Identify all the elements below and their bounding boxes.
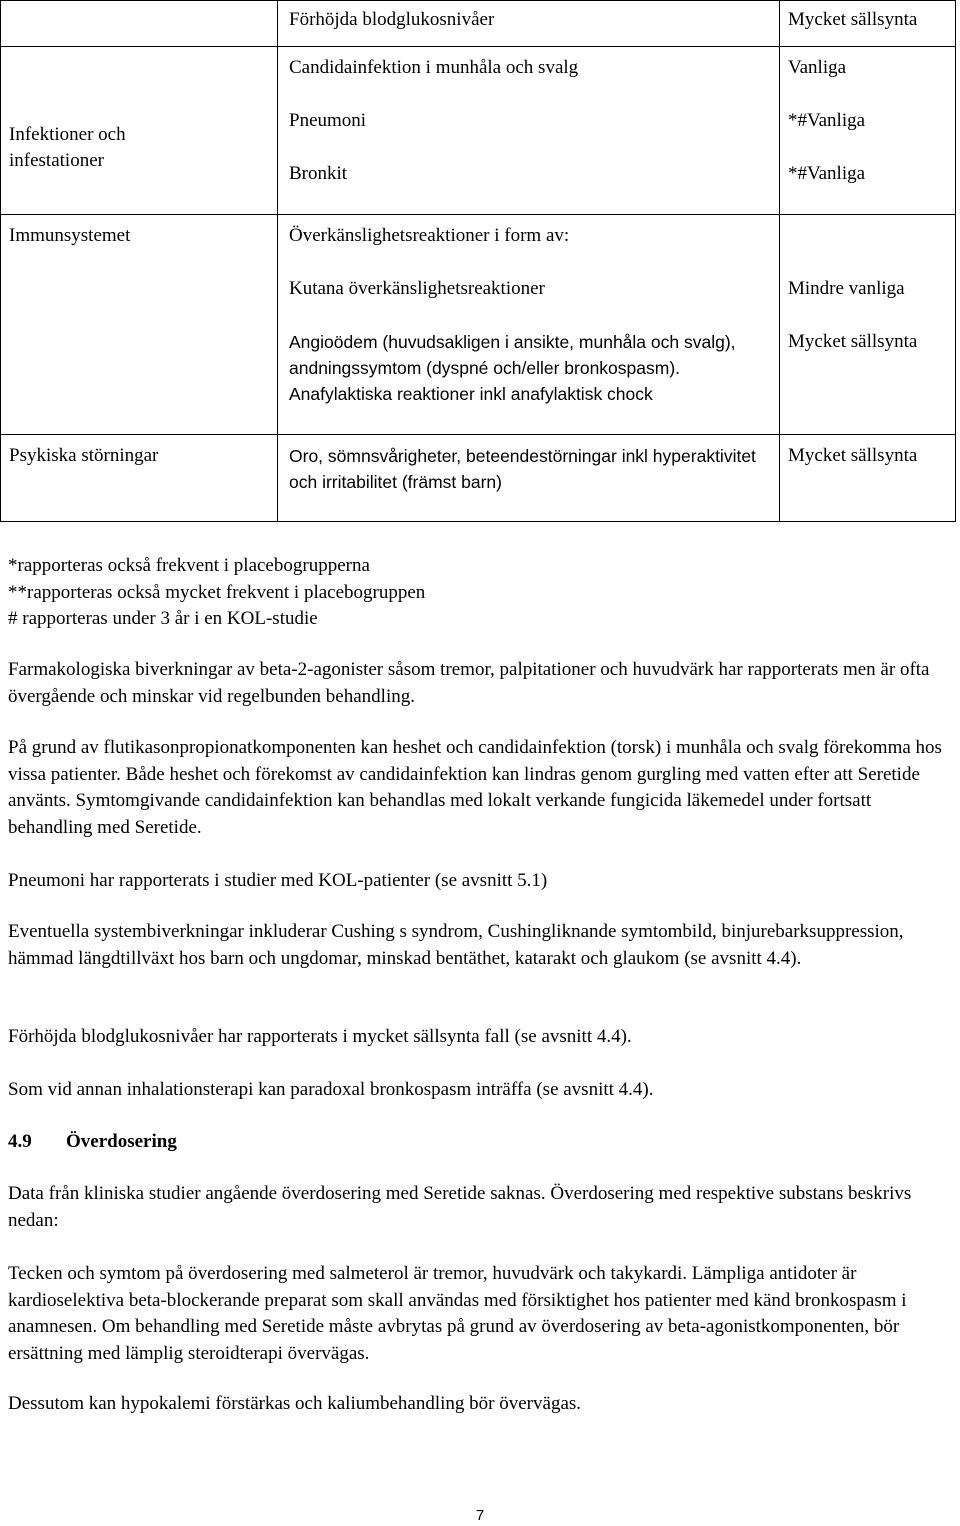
paragraph: Förhöjda blodglukosnivåer har rapporterats i mycket sällsynta fall (se avsnitt 4.4). xyxy=(8,1026,632,1047)
term-text: Bronkit xyxy=(289,163,348,184)
table-cell-category xyxy=(1,47,278,215)
frequency-text: Mindre vanliga xyxy=(788,278,905,299)
table-cell-category xyxy=(1,435,278,522)
footnote: **rapporteras också mycket frekvent i placebogruppen xyxy=(8,581,426,603)
section-title: Överdosering xyxy=(66,1131,177,1152)
term-text: Angioödem (huvudsakligen i ansikte, munhåla och svalg), andningssymtom (dyspné och/eller bronkospasm). Anafylaktiska reaktioner inkl anafylaktisk chock xyxy=(289,332,736,404)
paragraph: På grund av flutikasonpropionatkomponenten kan heshet och candidainfektion (torsk) i munhåla och svalg förekomma hos vissa patienter. Både heshet och förekomst av candidainfektion kan lindras genom gurgling med vatten efter att Seretide använts. Symtomgivande candidainfektion kan behandlas med lokalt verkande fungicida läkemedel under fortsatt behandling med Seretide. xyxy=(8,737,942,838)
paragraph: Farmakologiska biverkningar av beta-2-agonister såsom tremor, palpitationer och huvudvärk har rapporterats men är ofta övergående och minskar vid regelbunden behandling. xyxy=(8,659,930,707)
table-cell-frequency xyxy=(780,47,956,215)
table-cell-term xyxy=(278,435,780,522)
footnotes xyxy=(8,553,425,633)
section-heading xyxy=(8,1128,177,1155)
table-cell-term xyxy=(278,47,780,215)
frequency-text: *#Vanliga xyxy=(788,163,866,184)
adverse-reactions-table xyxy=(0,0,956,522)
footnote: # rapporteras under 3 år i en KOL-studie xyxy=(8,608,318,629)
term-text: Oro, sömnsvårigheter, beteendestörningar inkl hyperaktivitet och irritabilitet (främst barn) xyxy=(289,446,756,492)
table-row xyxy=(1,435,956,522)
frequency-text: Vanliga xyxy=(788,57,847,78)
term-text: Pneumoni xyxy=(289,110,367,131)
category-text: Immunsystemet xyxy=(9,225,131,246)
table-cell-category xyxy=(1,1,278,47)
frequency-text: Mycket sällsynta xyxy=(788,445,918,466)
page-number: 7 xyxy=(475,1507,485,1524)
table-cell-category xyxy=(1,215,278,435)
table-cell-frequency xyxy=(780,215,956,435)
paragraph: Som vid annan inhalationsterapi kan paradoxal bronkospasm inträffa (se avsnitt 4.4). xyxy=(8,1079,654,1100)
table-cell-frequency xyxy=(780,1,956,47)
section-number: 4.9 xyxy=(8,1131,32,1152)
term-text: Kutana överkänslighetsreaktioner xyxy=(289,278,545,299)
table-cell-frequency xyxy=(780,435,956,522)
category-text: Infektioner och infestationer xyxy=(9,124,126,171)
paragraph: Eventuella systembiverkningar inkluderar Cushing s syndrom, Cushingliknande symtombild, binjurebarksuppression, hämmad längdtillväxt hos barn och ungdomar, minskad bentäthet, katarakt och glaukom (se avsnitt 4.4). xyxy=(8,921,904,969)
table-row xyxy=(1,215,956,435)
term-text: Candidainfektion i munhåla och svalg xyxy=(289,57,579,78)
table-cell-term xyxy=(278,215,780,435)
footnote: *rapporteras också frekvent i placebogrupperna xyxy=(8,555,370,576)
frequency-text: *#Vanliga xyxy=(788,110,866,131)
table-row xyxy=(1,47,956,215)
term-text: Överkänslighetsreaktioner i form av: xyxy=(289,225,570,246)
paragraph: Pneumoni har rapporterats i studier med KOL-patienter (se avsnitt 5.1) xyxy=(8,870,548,891)
frequency-text: Mycket sällsynta xyxy=(788,9,918,30)
category-text: Psykiska störningar xyxy=(9,445,159,466)
paragraph: Data från kliniska studier angående överdosering med Seretide saknas. Överdosering med respektive substans beskrivs nedan: xyxy=(8,1183,912,1231)
frequency-text: Mycket sällsynta xyxy=(788,331,918,352)
paragraph: Tecken och symtom på överdosering med salmeterol är tremor, huvudvärk och takykardi. Lämpliga antidoter är kardioselektiva beta-blockerande preparat som skall användas med försiktighet hos patienter med känd bronkospasm i anamnesen. Om behandling med Seretide måste avbrytas på grund av överdosering av beta-agonistkomponenten, bör ersättning med lämplig steroidterapi övervägas. xyxy=(8,1263,907,1364)
table-cell-term xyxy=(278,1,780,47)
table-row xyxy=(1,1,956,47)
term-text: Förhöjda blodglukosnivåer xyxy=(289,9,495,30)
paragraph: Dessutom kan hypokalemi förstärkas och kaliumbehandling bör övervägas. xyxy=(8,1393,582,1414)
